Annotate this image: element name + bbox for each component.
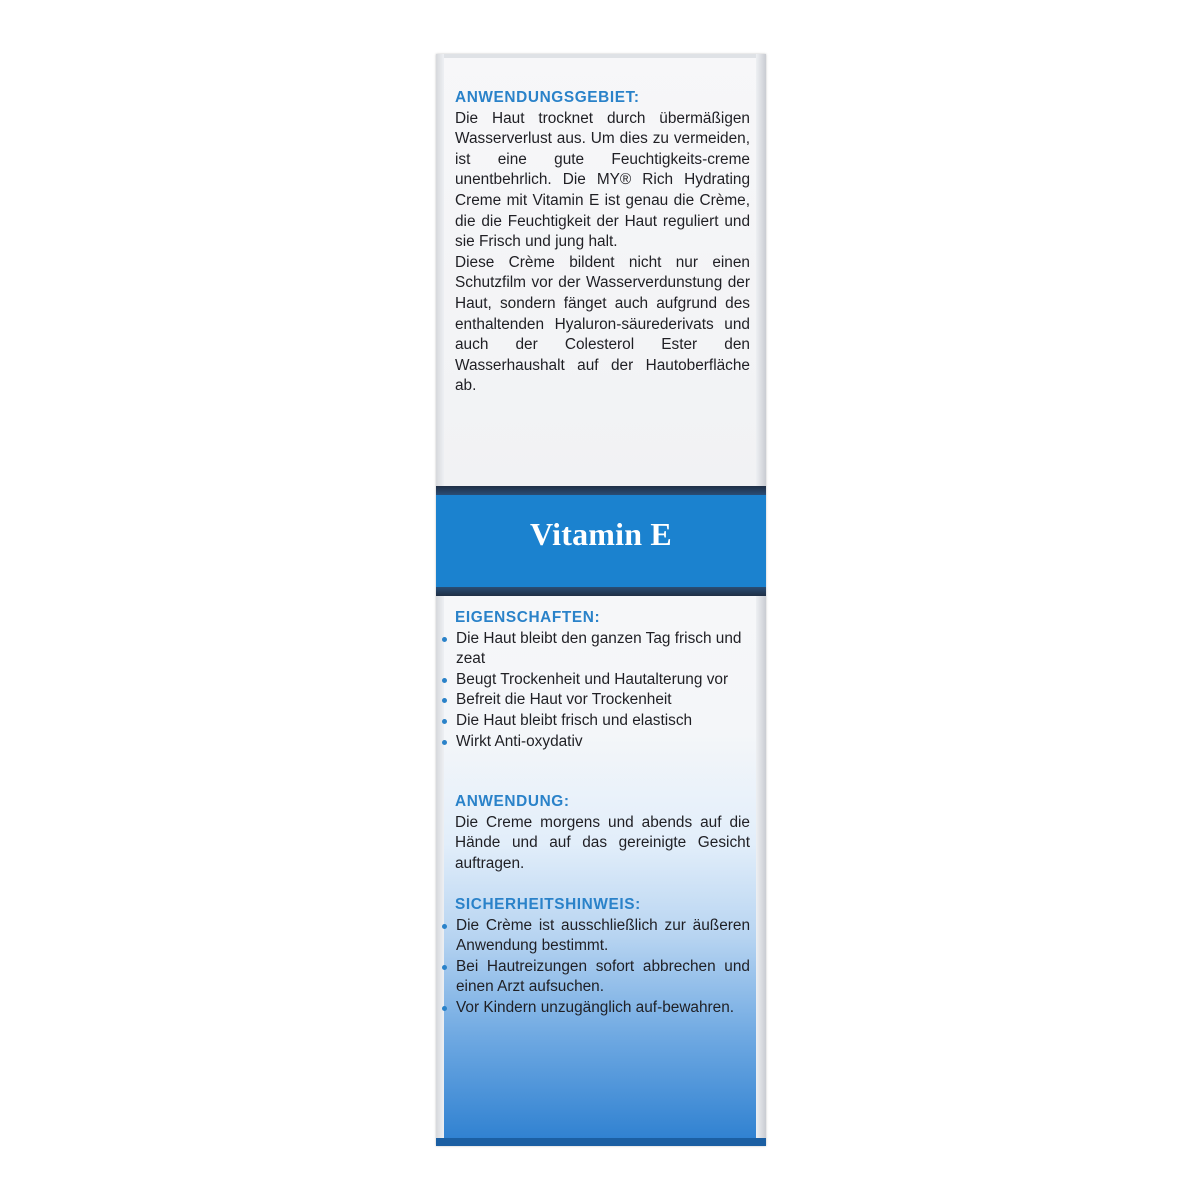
band-stripe-bottom (436, 587, 766, 596)
eigenschaften-section (455, 608, 750, 752)
band-title: Vitamin E (530, 516, 672, 552)
anwendung-paragraph: Die Creme morgens und abends auf die Hände und auf das gereinigte Gesicht auftragen. (455, 813, 750, 872)
list-item (455, 916, 750, 957)
bullet-icon (442, 637, 447, 642)
vitamin-e-band (436, 486, 766, 596)
list-item (455, 670, 750, 691)
bullet-icon (442, 1006, 447, 1011)
list-item (455, 732, 750, 753)
anwendungsgebiet-paragraph-2: Diese Crème bildent nicht nur einen Schutzfilm vor der Wasserverdunstung der Haut, sondern fänget auch aufgrund des enthaltenden Hyaluron-säurederivats und auch der Colesterol Ester den Wasserhaushalt auf der Hautoberfläche ab. (455, 253, 750, 395)
list-item-text: Die Haut bleibt frisch und elastisch (456, 711, 693, 729)
anwendung-heading: ANWENDUNG: (455, 793, 570, 810)
bullet-icon (442, 740, 447, 745)
bullet-icon (442, 965, 447, 970)
list-item-text: Die Crème ist ausschließlich zur äußeren Anwendung bestimmt. (456, 916, 750, 955)
bullet-icon (442, 719, 447, 724)
sicherheitshinweis-list (455, 916, 750, 1019)
list-item-text: Beugt Trockenheit und Hautalterung vor (456, 670, 729, 688)
box-left-edge (436, 54, 444, 1146)
anwendungsgebiet-heading: ANWENDUNGSGEBIET: (455, 89, 640, 106)
anwendungsgebiet-paragraph-1: Die Haut trocknet durch übermäßigen Wasserverlust aus. Um dies zu vermeiden, ist eine gute Feuchtigkeits-creme unentbehrlich. Die MY® Rich Hydrating Creme mit Vitamin E ist genau die Crème, die die Feuchtigkeit der Haut reguliert und sie Frisch und jung halt. (455, 109, 750, 251)
list-item-text: Wirkt Anti-oxydativ (456, 732, 583, 750)
eigenschaften-list (455, 629, 750, 753)
list-item (455, 690, 750, 711)
list-item-text: Bei Hautreizungen sofort abbrechen und einen Arzt aufsuchen. (456, 957, 750, 996)
bullet-icon (442, 678, 447, 683)
sicherheitshinweis-heading: SICHERHEITSHINWEIS: (455, 896, 641, 913)
list-item (455, 711, 750, 732)
list-item-text: Befreit die Haut vor Trockenheit (456, 691, 672, 709)
bullet-icon (442, 924, 447, 929)
cream-box-side-panel (436, 54, 766, 1146)
list-item (455, 957, 750, 998)
list-item (455, 998, 750, 1019)
sicherheitshinweis-section (455, 895, 750, 1019)
list-item (455, 629, 750, 670)
anwendung-section (455, 792, 750, 874)
list-item-text: Vor Kindern unzugänglich auf-bewahren. (456, 998, 735, 1016)
band-stripe-top (436, 486, 766, 495)
box-bottom-edge (436, 1138, 766, 1146)
eigenschaften-heading: EIGENSCHAFTEN: (455, 609, 601, 626)
box-right-edge (756, 54, 766, 1146)
list-item-text: Die Haut bleibt den ganzen Tag frisch und zeat (456, 629, 742, 668)
anwendungsgebiet-section (455, 88, 750, 397)
box-top-edge (436, 54, 766, 58)
